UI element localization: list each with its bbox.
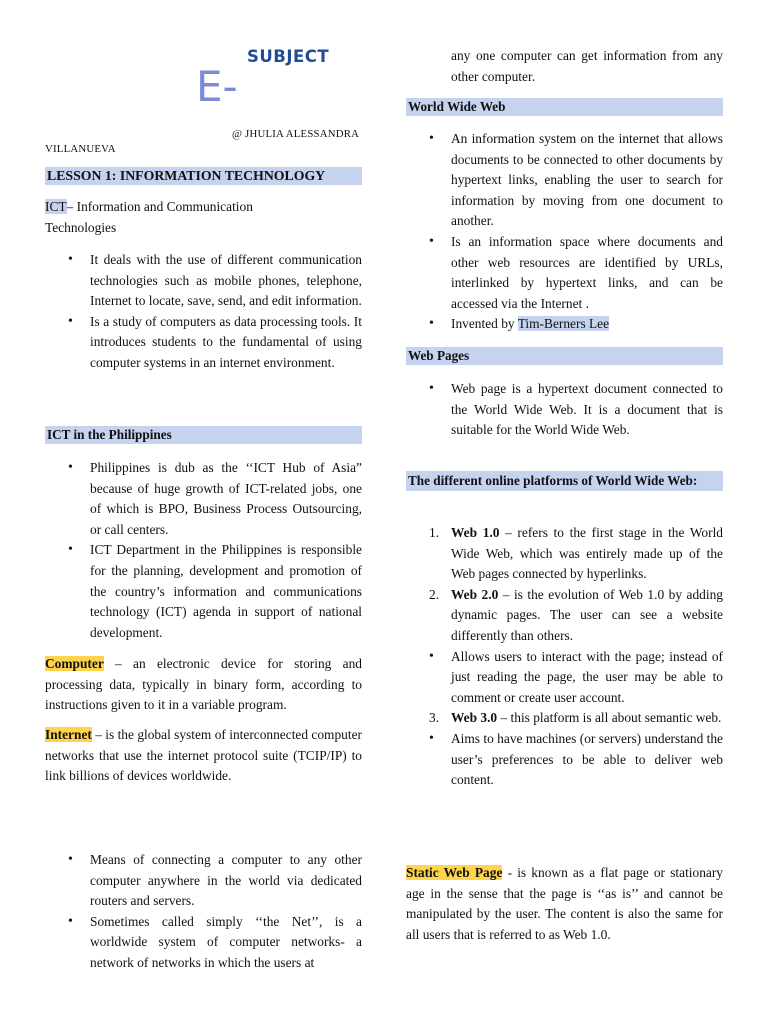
internet-definition xyxy=(45,725,362,787)
subject-title: SUBJECT xyxy=(247,47,330,66)
author-line-1: @ JHULIA ALESSANDRA xyxy=(232,128,360,140)
platforms-list xyxy=(429,523,723,791)
www-bullets xyxy=(451,129,723,335)
ict-def: – Information and Communication Technologies xyxy=(45,199,253,235)
lesson-title: LESSON 1: INFORMATION TECHNOLOGY xyxy=(45,167,362,185)
ict-definition xyxy=(45,197,285,238)
static-web-page-definition xyxy=(406,863,723,945)
list-item: • Is an information space where documents and other web resources are identified by URLs, interlinked by hypertext links, and can be accessed via the Internet . xyxy=(451,232,723,314)
ict-ph-bullets xyxy=(90,458,362,643)
computer-term: Computer xyxy=(45,656,104,671)
computer-def: – an electronic device for storing and processing data, typically in binary form, according to instructions given to it in a variable program. xyxy=(45,656,362,713)
ict-ph-heading: ICT in the Philippines xyxy=(45,426,362,444)
list-number: 3. xyxy=(429,710,440,726)
internet-term: Internet xyxy=(45,727,92,742)
www-heading: World Wide Web xyxy=(406,98,723,116)
list-item: • It deals with the use of different communication technologies such as mobile phones, telephone, Internet to locate, save, send, and edit information. xyxy=(90,250,362,312)
web3-def: – this platform is all about semantic web. xyxy=(497,710,722,726)
platforms-heading: The different online platforms of World Wide Web: xyxy=(406,471,723,491)
list-number: 2. xyxy=(429,586,440,602)
computer-definition xyxy=(45,654,362,716)
e-mark: E- xyxy=(196,62,238,111)
list-item: • Is a study of computers as data processing tools. It introduces students to the fundamental of using computer systems in an internet environment. xyxy=(90,312,362,374)
web2-term: Web 2.0 xyxy=(451,586,499,602)
inventor-name: Tim-Berners Lee xyxy=(517,316,610,332)
list-item: • Aims to have machines (or servers) understand the user’s preferences to be able to deliver web content. xyxy=(451,729,723,791)
web2-def: – is the evolution of Web 1.0 by adding dynamic pages. The user can see a website differently than others. xyxy=(451,586,723,643)
list-item: • Philippines is dub as the ‘‘ICT Hub of Asia” because of huge growth of ICT-related jobs, one of which is BPO, Business Process Outsourcing, or call centers. xyxy=(90,458,362,540)
author-line-2: VILLANUEVA xyxy=(45,143,116,155)
web1-term: Web 1.0 xyxy=(451,525,500,540)
webpages-bullets xyxy=(451,379,723,441)
internet-bullets xyxy=(90,850,362,974)
ict-term: ICT xyxy=(45,199,67,214)
web1-def: – refers to the first stage in the World Wide Web, which was entirely made up of the Web pages connected by hyperlinks. xyxy=(451,525,723,582)
list-number: 1. xyxy=(429,525,440,540)
static-def: - is known as a flat page or stationary age in the sense that the page is ‘‘as is’’ and cannot be manipulated by the user. The content is also the same for all users that is referred to as Web 1.0. xyxy=(406,865,723,942)
list-item xyxy=(451,314,723,335)
list-item: • ICT Department in the Philippines is responsible for the planning, development and promotion of the country’s information and communications technology (ICT) agenda in support of national development. xyxy=(90,540,362,643)
list-item: • Web page is a hypertext document connected to the World Wide Web. It is a document that is suitable for the World Wide Web. xyxy=(451,379,723,441)
list-item: • Sometimes called simply ‘‘the Net’’, is a worldwide system of computer networks- a network of networks in which the users at xyxy=(90,912,362,974)
ict-bullets xyxy=(90,250,362,374)
list-item xyxy=(429,585,723,647)
list-item: • An information system on the internet that allows documents to be connected to other documents by hypertext links, enabling the user to search for information by moving from one document to another. xyxy=(451,129,723,232)
list-item xyxy=(429,523,723,585)
list-item: • Means of connecting a computer to any other computer anywhere in the world via dedicated routers and servers. xyxy=(90,850,362,912)
invented-prefix: Invented by xyxy=(451,316,518,332)
continuation-text: any one computer can get information from any other computer. xyxy=(451,48,723,84)
web3-term: Web 3.0 xyxy=(451,710,498,726)
list-item xyxy=(429,708,723,729)
list-item: • Allows users to interact with the page; instead of just reading the page, the user may be able to comment or create user account. xyxy=(451,647,723,709)
internet-def: – is the global system of interconnected computer networks that use the internet protocol suite (TCIP/IP) to link billions of devices worldwide. xyxy=(45,727,362,784)
webpages-heading: Web Pages xyxy=(406,347,723,365)
static-term: Static Web Page xyxy=(406,865,503,880)
